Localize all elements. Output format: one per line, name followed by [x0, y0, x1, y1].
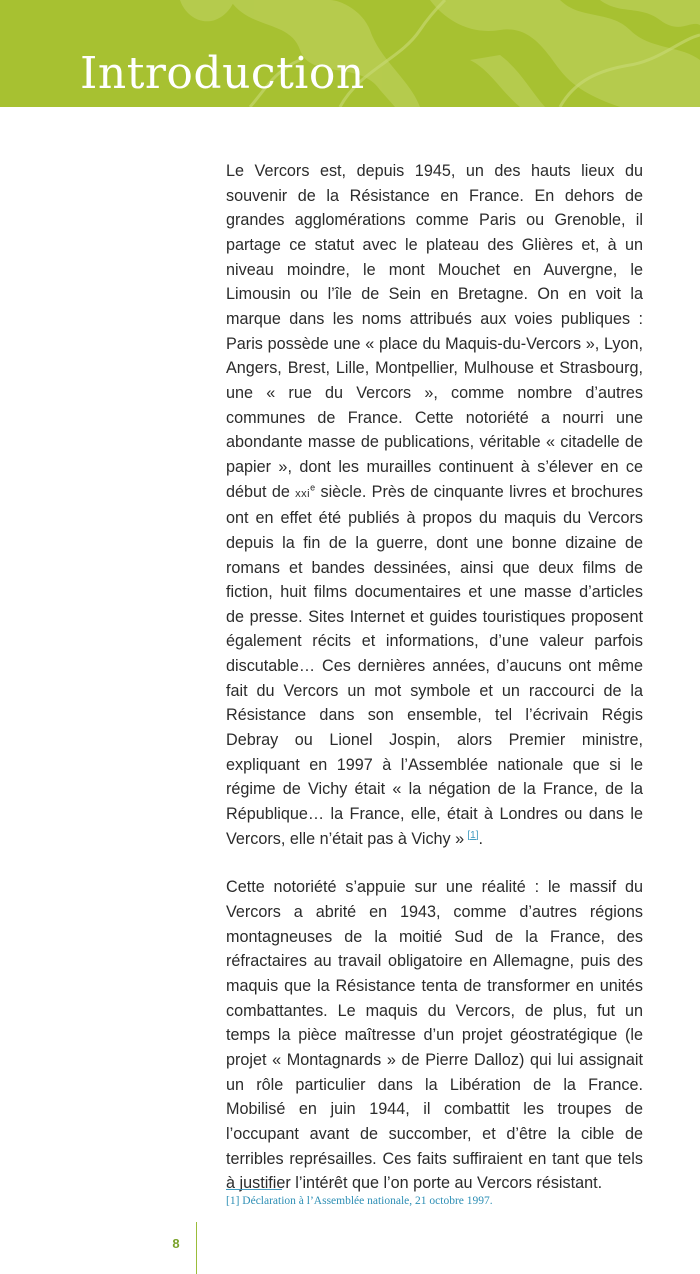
body-text — [226, 159, 643, 1196]
paragraph-text: Le Vercors est, depuis 1945, un des hauts lieux du souvenir de la Résistance en France. En dehors de grandes agglomérations comme Paris ou Grenoble, il partage ce statut avec le plateau des Glières et, à un niveau moindre, le mont Mouchet en Auvergne, le Limousin ou l’île de Sein en Bretagne. On en voit la marque dans les noms attribués aux voies publiques : Paris possède une « place du Maquis-du-Vercors », Lyon, Angers, Brest, Lille, Montpellier, Mulhouse et Strasbourg, une « rue du Vercors », comme nombre d’autres communes de France. Cette notoriété a nourri une abondante masse de publications, véritable « citadelle de papier », dont les murailles continuent à s’élever en ce début de — [226, 162, 643, 501]
page-number-divider — [196, 1222, 197, 1274]
chapter-title: Introduction — [80, 48, 365, 99]
century-numeral: xxi — [295, 487, 311, 500]
chapter-header-band — [0, 0, 700, 107]
page-number: 8 — [172, 1236, 180, 1251]
paragraph-text: siècle. Près de cinquante livres et brochures ont en effet été publiés à propos du maquis du Vercors depuis la fin de la guerre, dont une bonne dizaine de romans et bandes dessinées, ainsi que deux films de fiction, huit films documentaires et une masse d’articles de presse. Sites Internet et guides touristiques proposent également récits et informations, d’une valeur parfois discutable… Ces dernières années, d’aucuns ont même fait du Vercors un mot symbole et un raccourci de la Résistance dans son ensemble, tel l’écrivain Régis Debray ou Lionel Jospin, alors Premier ministre, expliquant en 1997 à l’Assemblée nationale que si le régime de Vichy était « la négation de la France, de la République… la France, elle, était à Londres ou dans le Vercors, elle n’était pas à Vichy » — [226, 482, 644, 848]
paragraph-end: . — [478, 829, 484, 848]
body-paragraph — [226, 159, 643, 851]
footnote-reference-link[interactable]: [1] — [467, 829, 479, 841]
footnote-divider — [226, 1189, 282, 1190]
footnote: [1] Déclaration à l’Assemblée nationale, 21 octobre 1997. — [226, 1195, 493, 1207]
body-paragraph: Cette notoriété s’appuie sur une réalité : le massif du Vercors a abrité en 1943, comme d’autres régions montagneuses de la moitié Sud de la France, des réfractaires au travail obligatoire en Allemagne, puis des maquis que la Résistance tenta de transformer en unités combattantes. Le maquis du Vercors, de plus, fut un temps la pièce maîtresse d’un projet géostratégique (le projet « Montagnards » de Pierre Dalloz) qui lui assignait un rôle particulier dans la Libération de la France. Mobilisé en juin 1944, il combattit les troupes de l’occupant avant de succomber, et d’être la cible de terribles représailles. Ces faits suffiraient en tant que tels à justifier l’intérêt que l’on porte au Vercors résistant. — [226, 878, 643, 1193]
century-superscript: e — [310, 482, 316, 493]
